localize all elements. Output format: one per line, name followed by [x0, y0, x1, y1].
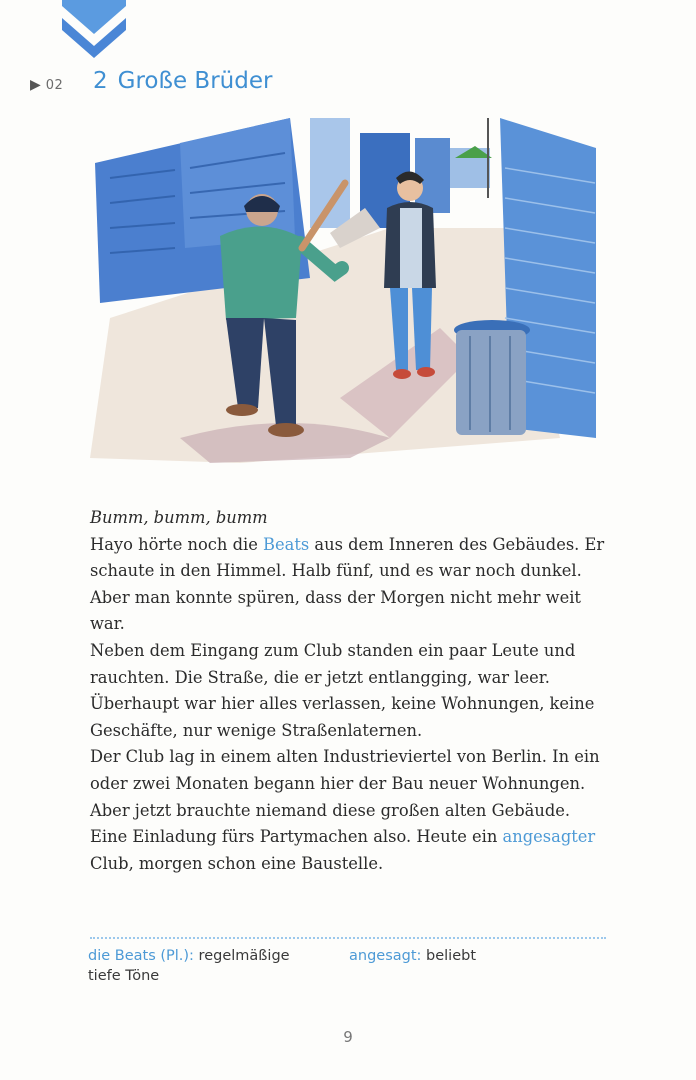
- chapter-number: 2: [93, 68, 108, 94]
- text-run: Hayo hörte noch die: [90, 534, 264, 554]
- page-number: 9: [343, 1028, 353, 1046]
- story-paragraph-1: [90, 532, 610, 638]
- glossary-term-beats: Beats: [263, 534, 310, 554]
- vocab-entry: [88, 946, 318, 986]
- vocab-term: die Beats (Pl.):: [88, 948, 194, 964]
- story-paragraph-3: [90, 744, 610, 877]
- track-number: 02: [45, 77, 64, 93]
- story-illustration: [90, 108, 596, 470]
- chapter-title: [93, 68, 282, 94]
- story-paragraph-2: Neben dem Eingang zum Club standen ein paar Leute und rauchten. Die Straße, die er jetzt entlangging, war leer. Überhaupt war hier alles verlassen, keine Wohnungen, keine Geschäfte, nur wenige Straßenlaternen.: [90, 640, 595, 740]
- vocab-entry: [349, 946, 589, 966]
- play-icon: ▶: [30, 77, 41, 93]
- text-run: Der Club lag in einem alten Industrieviertel von Berlin. In ein oder zwei Monaten begann hier der Bau neuer Wohnungen. Aber jetzt brauchte niemand diese großen alten Gebäude. Eine Einladung fürs Partymachen also. Heute ein: [90, 747, 600, 847]
- vocab-definition: beliebt: [421, 948, 477, 964]
- text-run: Club, morgen schon eine Baustelle.: [90, 853, 384, 873]
- audio-track-marker[interactable]: [30, 68, 63, 102]
- story-text: [90, 505, 610, 877]
- text-run: aus dem Inneren des Gebäudes. Er schaute in den Himmel. Halb fünf, und es war noch dunkel. Aber man konnte spüren, dass der Morgen nicht mehr weit war.: [90, 534, 605, 634]
- footnote-divider: [90, 937, 606, 939]
- vocab-definition: regelmäßige tiefe Töne: [88, 948, 290, 984]
- vocab-term: angesagt:: [349, 948, 422, 964]
- story-intro: Bumm, bumm, bumm: [90, 508, 268, 527]
- chevron-down-icon: [58, 0, 130, 62]
- glossary-term-angesagter: angesagter: [502, 827, 596, 847]
- chapter-name: Große Brüder: [117, 68, 273, 94]
